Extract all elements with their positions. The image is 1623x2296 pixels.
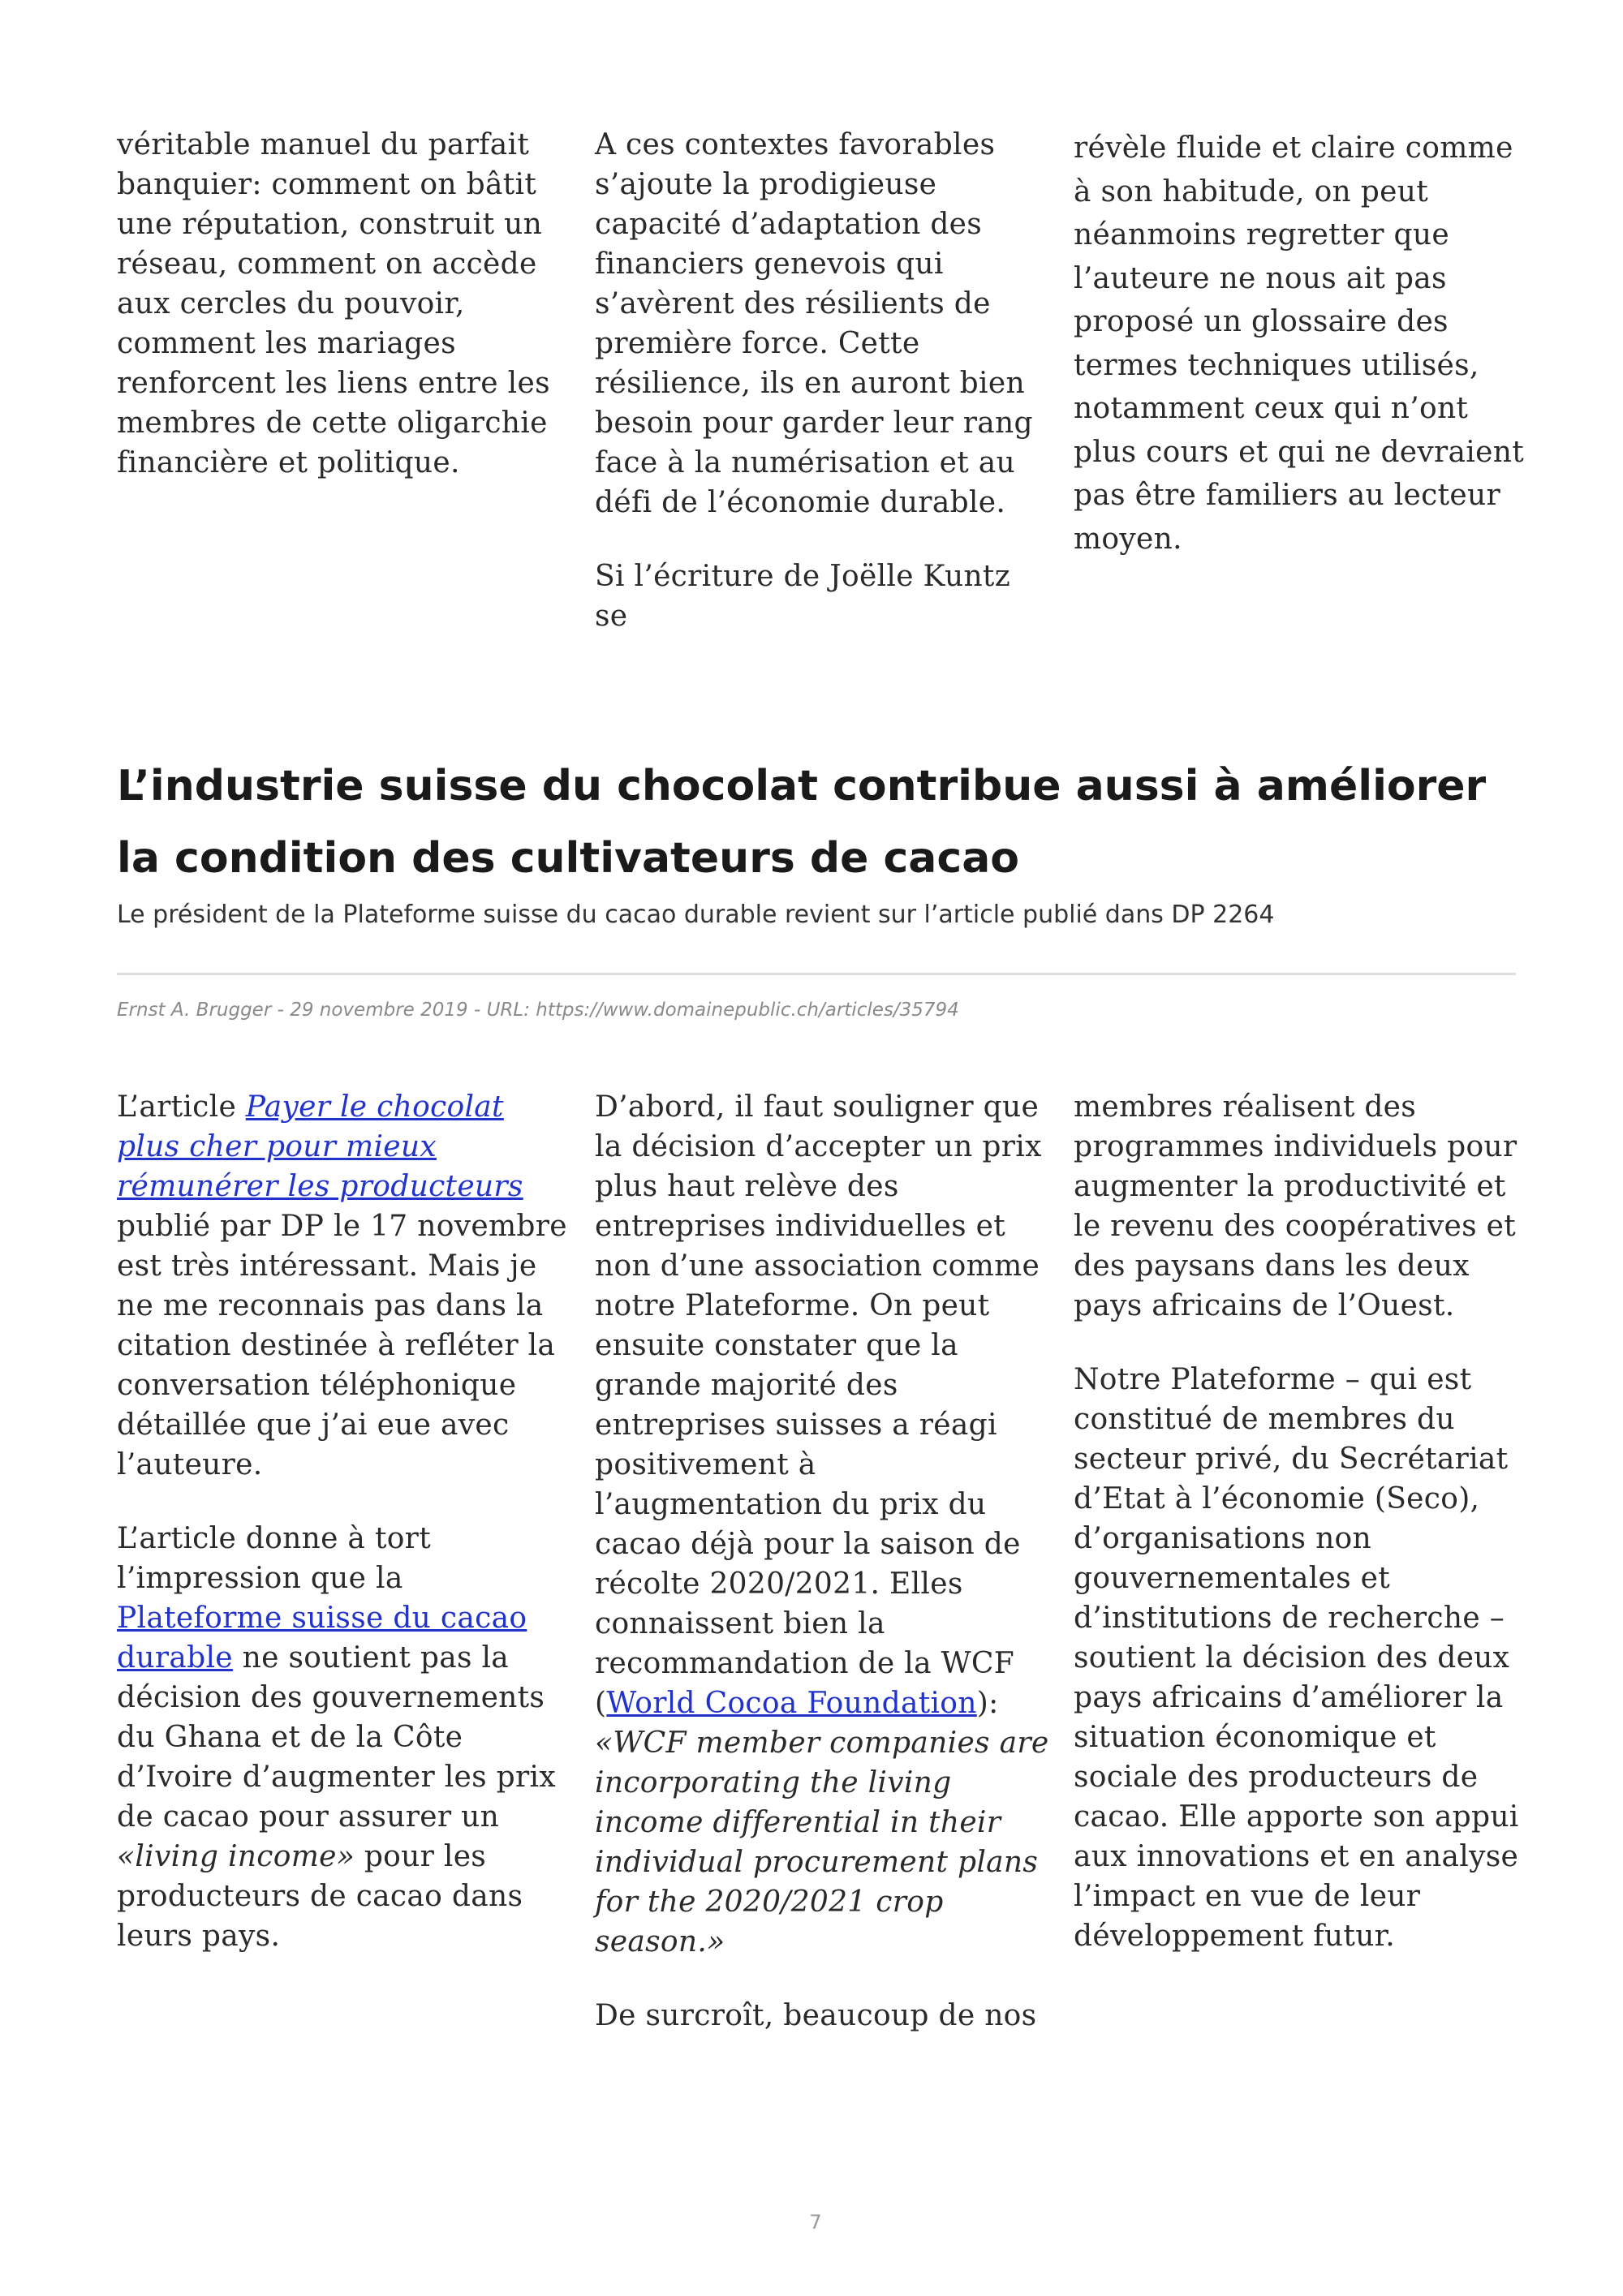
article-byline: Ernst A. Brugger - 29 novembre 2019 - URL: https://www.domainepublic.ch/articles/35794 [117, 1000, 959, 1021]
text: pour les producteurs de cacao dans leurs pays. [117, 1840, 523, 1953]
paragraph: A ces contextes favorables s’ajoute la prodigieuse capacité d’adaptation des financiers genevois qui s’avèrent des résilients de première force. Cette résilience, ils en auront bien besoin pour garder leur rang face à la numérisation et au défi de l’économie durable. [595, 128, 1033, 519]
page-number: 7 [809, 2211, 822, 2234]
prev-article-column-3 [1074, 127, 1528, 561]
paragraph: Notre Plateforme – qui est constitué de membres du secteur privé, du Secrétariat d’Etat à l’économie (Seco), d’organisations non gouvernementales et d’institutions de recherche – soutient la décision des deux pays africains d’améliorer la situation économique et sociale des producteurs de cacao. Elle apporte son appui aux innovations et en analyse l’impact en vue de leur développement futur. [1074, 1363, 1519, 1953]
text: publié par DP le 17 novembre est très intéressant. Mais je ne me reconnais pas dans la citation destinée à refléter la conversation téléphonique détaillée que j’ai eue avec l’auteure. [117, 1210, 567, 1481]
text: ): [976, 1687, 999, 1720]
paragraph: révèle fluide et claire comme à son habitude, on peut néanmoins regretter que l’auteure ne nous ait pas proposé un glossaire des termes techniques utilisés, notamment ceux qui n’ont plus cours et qui ne devraient pas être familiers au lecteur moyen. [1074, 131, 1524, 556]
italic-text: «living income» [117, 1840, 355, 1873]
article-link-payer-chocolat[interactable]: Payer le chocolat plus cher pour mieux rémunérer les producteurs [117, 1090, 523, 1203]
article-column-3 [1074, 1087, 1528, 1956]
prev-article-column-2 [595, 125, 1049, 636]
paragraph [117, 1519, 571, 1956]
text: L’article [117, 1090, 246, 1124]
prev-article-column-1 [117, 125, 571, 483]
text: L’article donne à tort l’impression que la [117, 1522, 431, 1595]
paragraph [117, 1087, 571, 1485]
quote-text: «WCF member companies are incorporating the living income differential in their individual procurement plans for the 2020/2021 crop season.» [595, 1726, 1049, 1958]
article-subtitle: Le président de la Plateforme suisse du cacao durable revient sur l’article publié dans DP 2264 [117, 901, 1275, 929]
paragraph: Si l’écriture de Joëlle Kuntz se [595, 560, 1010, 633]
wcf-link[interactable]: World Cocoa Foundation [606, 1687, 977, 1720]
paragraph: véritable manuel du parfait banquier: comment on bâtit une réputation, construit un réseau, comment on accède aux cercles du pouvoir, comment les mariages renforcent les liens entre les membres de cette oligarchie financière et politique. [117, 128, 550, 479]
text: D’abord, il faut souligner que la décision d’accepter un prix plus haut relève des entreprises individuelles et non d’une association comme notre Plateforme. On peut ensuite constater que la grande majorité des entreprises suisses a réagi positivement à l’augmentation du prix du cacao déjà pour la saison de récolte 2020/2021. Elles connaissent bien la recommandation de la WCF ( [595, 1090, 1042, 1720]
text: ne soutient pas la décision des gouvernements du Ghana et de la Côte d’Ivoire d’augmenter les prix de cacao pour assurer un [117, 1641, 556, 1834]
paragraph [595, 1087, 1049, 1962]
paragraph: De surcroît, beaucoup de nos [595, 1999, 1037, 2032]
article-title: L’industrie suisse du chocolat contribue aussi à améliorer la condition des cultivateurs de cacao [117, 762, 1487, 883]
article-column-2 [595, 1087, 1049, 2036]
article-column-1 [117, 1087, 571, 1956]
paragraph: membres réalisent des programmes individuels pour augmenter la productivité et le revenu des coopératives et des paysans dans les deux pays africains de l’Ouest. [1074, 1090, 1518, 1322]
plateforme-link[interactable]: Plateforme suisse du cacao durable [117, 1602, 527, 1675]
divider [117, 973, 1516, 975]
